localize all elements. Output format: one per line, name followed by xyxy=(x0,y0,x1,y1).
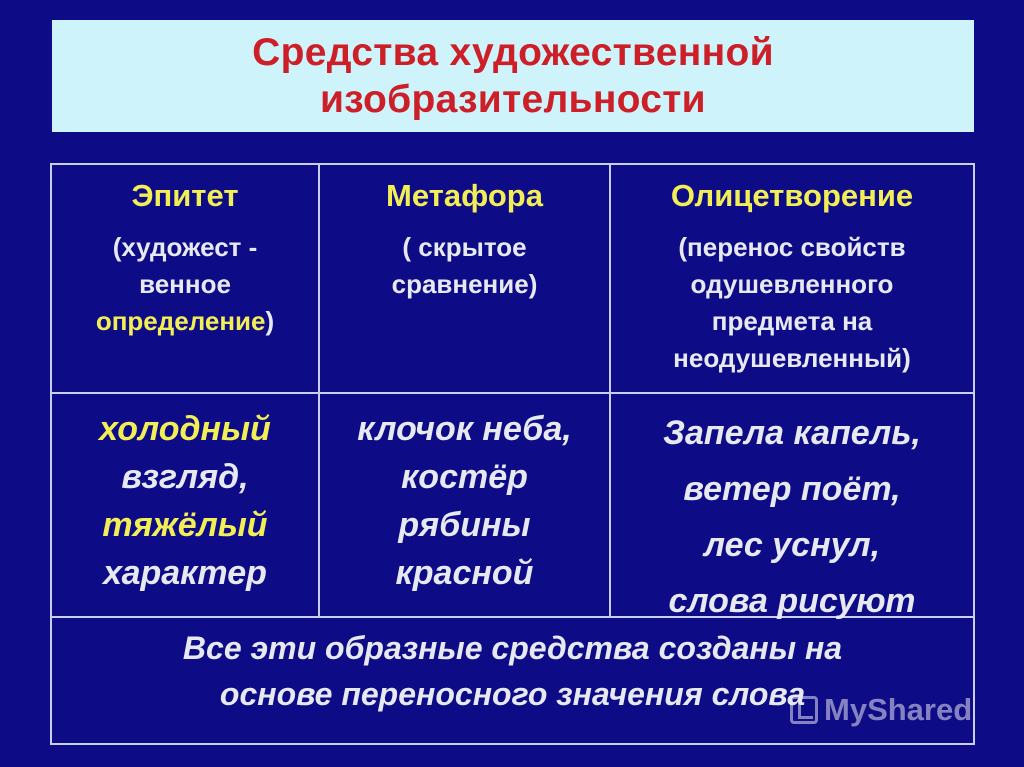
personification-desc-1: (перенос свойств xyxy=(678,232,906,262)
metaphor-heading: Метафора xyxy=(386,178,543,213)
epithet-desc-2: венное xyxy=(139,269,231,299)
metaphor-desc-1: ( скрытое xyxy=(402,232,527,262)
metaphor-desc-2: сравнение) xyxy=(391,269,538,299)
personification-examples-cell xyxy=(611,405,973,629)
personification-desc-3: предмета на xyxy=(711,306,873,336)
epithet-header-cell xyxy=(52,177,318,340)
epithet-desc-tail: ) xyxy=(265,306,275,336)
personification-example-2: ветер поёт, xyxy=(683,470,901,508)
personification-desc-4: неодушевленный) xyxy=(673,343,911,373)
metaphor-example-2: костёр xyxy=(401,458,528,496)
personification-desc-2: одушевленного xyxy=(690,269,894,299)
summary-line-2: основе переносного значения слова xyxy=(219,676,806,712)
epithet-examples-cell xyxy=(52,405,318,597)
title-banner xyxy=(52,20,974,132)
watermark-logo-icon xyxy=(790,696,818,724)
personification-example-4: слова рисуют xyxy=(668,582,916,620)
metaphor-example-3: рябины xyxy=(398,506,531,544)
metaphor-example-4: красной xyxy=(395,554,534,592)
epithet-example-4: характер xyxy=(103,554,267,592)
watermark xyxy=(790,692,972,728)
epithet-desc-3 xyxy=(52,303,318,340)
personification-example-1: Запела капель, xyxy=(663,414,921,452)
personification-heading: Олицетворение xyxy=(670,178,914,213)
metaphor-examples-cell xyxy=(320,405,609,597)
epithet-example-1: холодный xyxy=(99,410,271,448)
title-line-1: Средства художественной xyxy=(252,31,774,74)
epithet-heading: Эпитет xyxy=(131,178,239,213)
row-divider-1 xyxy=(52,392,973,394)
title-line-2: изобразительности xyxy=(320,78,706,121)
metaphor-example-1: клочок неба, xyxy=(357,410,572,448)
personification-header-cell xyxy=(611,177,973,377)
epithet-desc-highlight: определение xyxy=(95,306,266,336)
epithet-desc-1: (художест - xyxy=(112,232,258,262)
epithet-example-3: тяжёлый xyxy=(102,506,268,544)
summary-line-1: Все эти образные средства созданы на xyxy=(182,630,843,666)
watermark-text: MyShared xyxy=(824,692,973,727)
personification-example-3: лес уснул, xyxy=(703,526,881,564)
epithet-example-2: взгляд, xyxy=(121,458,249,496)
comparison-table xyxy=(50,163,975,745)
metaphor-header-cell xyxy=(320,177,609,303)
